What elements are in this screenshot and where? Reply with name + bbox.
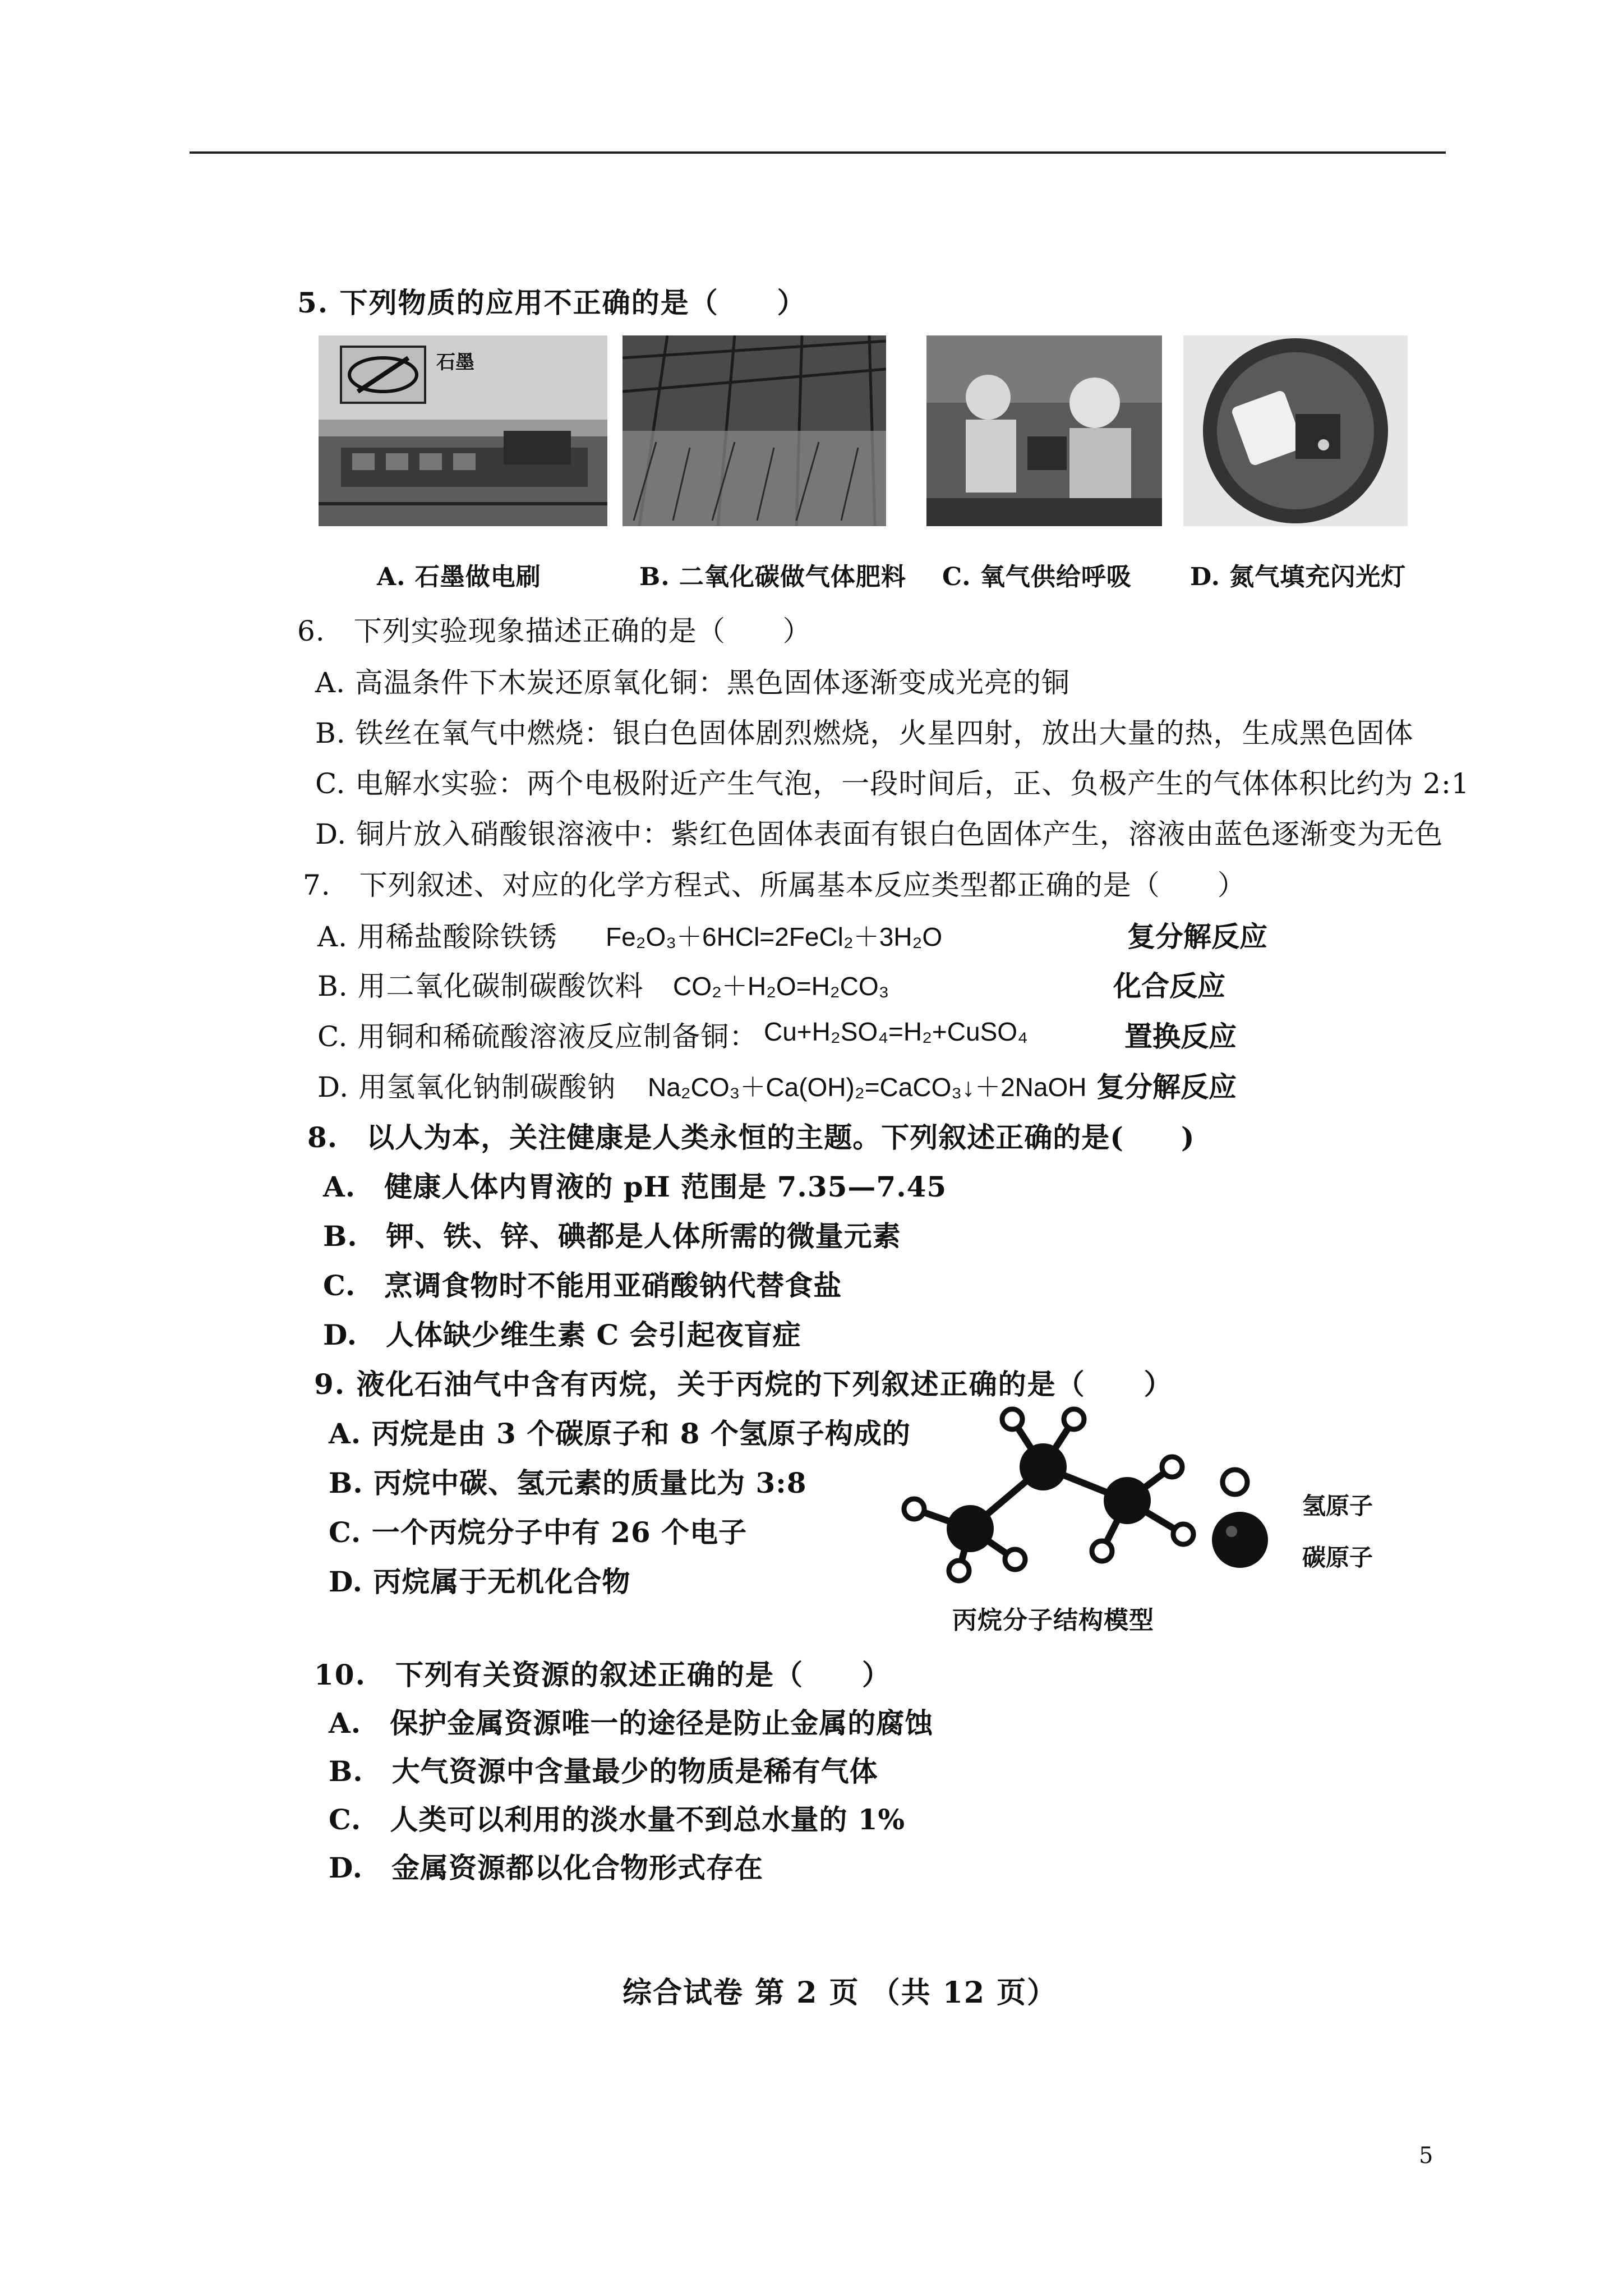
q10-title: 10. 下列有关资源的叙述正确的是（ ）: [314, 1658, 891, 1691]
q8-option-c: C. 烹调食物时不能用亚硝酸钠代替食盐: [323, 1269, 842, 1302]
q6-option-d: D. 铜片放入硝酸银溶液中：紫红色固体表面有银白色固体产生，溶液由蓝色逐渐变为无色: [315, 818, 1444, 850]
q5-caption-a: A. 石墨做电刷: [377, 563, 541, 591]
q9-option-a: A. 丙烷是由 3 个碳原子和 8 个氢原子构成的: [329, 1417, 911, 1450]
q8-option-a: A. 健康人体内胃液的 pH 范围是 7.35—7.45: [323, 1170, 947, 1203]
graphite-inset-label: 石墨: [436, 351, 474, 374]
q9-option-c: C. 一个丙烷分子中有 26 个电子: [329, 1516, 748, 1549]
hydrogen-legend-label: 氢原子: [1302, 1492, 1373, 1520]
q5-caption-b: B. 二氧化碳做气体肥料: [639, 563, 906, 591]
q8-option-d: D. 人体缺少维生素 C 会引起夜盲症: [323, 1318, 801, 1351]
q9-option-d: D. 丙烷属于无机化合物: [329, 1565, 631, 1598]
q7-row-d-equation: Na₂CO₃＋Ca(OH)₂=CaCO₃↓＋2NaOH: [648, 1073, 1087, 1102]
propane-model-caption: 丙烷分子结构模型: [952, 1606, 1154, 1635]
q7-row-b-type: 化合反应: [1113, 969, 1225, 1002]
graphite-brush-photo: [319, 335, 607, 526]
q7-row-a-type: 复分解反应: [1127, 920, 1267, 953]
q7-row-d-type: 复分解反应: [1096, 1070, 1237, 1103]
greenhouse-photo: [623, 335, 886, 526]
q7-row-b-text: B. 用二氧化碳制碳酸饮料: [317, 970, 644, 1002]
oxygen-breathing-photo: [926, 335, 1162, 526]
q6-title: 6. 下列实验现象描述正确的是（ ）: [297, 615, 811, 647]
q5-title: 5. 下列物质的应用不正确的是（ ）: [297, 286, 806, 319]
page-number: 5: [1419, 2143, 1433, 2169]
carbon-atoms: [947, 1443, 1151, 1552]
header-rule: [190, 151, 1446, 154]
q6-option-a: A. 高温条件下木炭还原氧化铜：黑色固体逐渐变成光亮的铜: [315, 666, 1070, 699]
carbon-legend-icon: [1209, 1509, 1271, 1571]
q7-row-a-text: A. 用稀盐酸除铁锈: [317, 921, 557, 953]
q7-row-d-text: D. 用氢氧化钠制碳酸钠: [317, 1071, 616, 1103]
q6-option-b: B. 铁丝在氧气中燃烧：银白色固体剧烈燃烧，火星四射，放出大量的热，生成黑色固体: [315, 717, 1414, 749]
q7-row-c-equation: Cu+H₂SO₄=H₂+CuSO₄: [764, 1017, 1028, 1046]
q7-title: 7. 下列叙述、对应的化学方程式、所属基本反应类型都正确的是（ ）: [303, 869, 1246, 901]
q6-option-c: C. 电解水实验：两个电极附近产生气泡，一段时间后，正、负极产生的气体体积比约为 2:1: [315, 767, 1470, 800]
q8-option-b: B. 钾、铁、锌、碘都是人体所需的微量元素: [323, 1220, 901, 1253]
q10-option-a: A. 保护金属资源唯一的途径是防止金属的腐蚀: [329, 1706, 934, 1740]
q5-caption-c: C. 氧气供给呼吸: [942, 563, 1132, 591]
q9-title: 9. 液化石油气中含有丙烷，关于丙烷的下列叙述正确的是（ ）: [314, 1368, 1173, 1401]
q7-row-b-equation: CO₂＋H₂O=H₂CO₃: [673, 972, 889, 1001]
q9-option-b: B. 丙烷中碳、氢元素的质量比为 3:8: [329, 1466, 807, 1499]
q10-option-d: D. 金属资源都以化合物形式存在: [329, 1851, 763, 1884]
propane-molecule-model: [892, 1402, 1206, 1588]
q7-row-c-text: C. 用铜和稀硫酸溶液反应制备铜：: [317, 1020, 758, 1053]
q10-option-b: B. 大气资源中含量最少的物质是稀有气体: [329, 1755, 878, 1788]
q10-option-c: C. 人类可以利用的淡水量不到总水量的 1%: [329, 1803, 906, 1836]
hydrogen-legend-icon: [1218, 1465, 1252, 1499]
q7-row-c-type: 置换反应: [1124, 1020, 1237, 1053]
q5-caption-d: D. 氮气填充闪光灯: [1190, 563, 1407, 591]
page-footer: 综合试卷 第 2 页 （共 12 页）: [623, 1976, 1058, 2010]
q7-row-a-equation: Fe₂O₃＋6HCl=2FeCl₂＋3H₂O: [606, 922, 943, 951]
q8-title: 8. 以人为本，关注健康是人类永恒的主题。下列叙述正确的是( ): [307, 1121, 1195, 1154]
carbon-legend-label: 碳原子: [1302, 1544, 1373, 1571]
flash-lamp-photo: [1183, 335, 1408, 526]
